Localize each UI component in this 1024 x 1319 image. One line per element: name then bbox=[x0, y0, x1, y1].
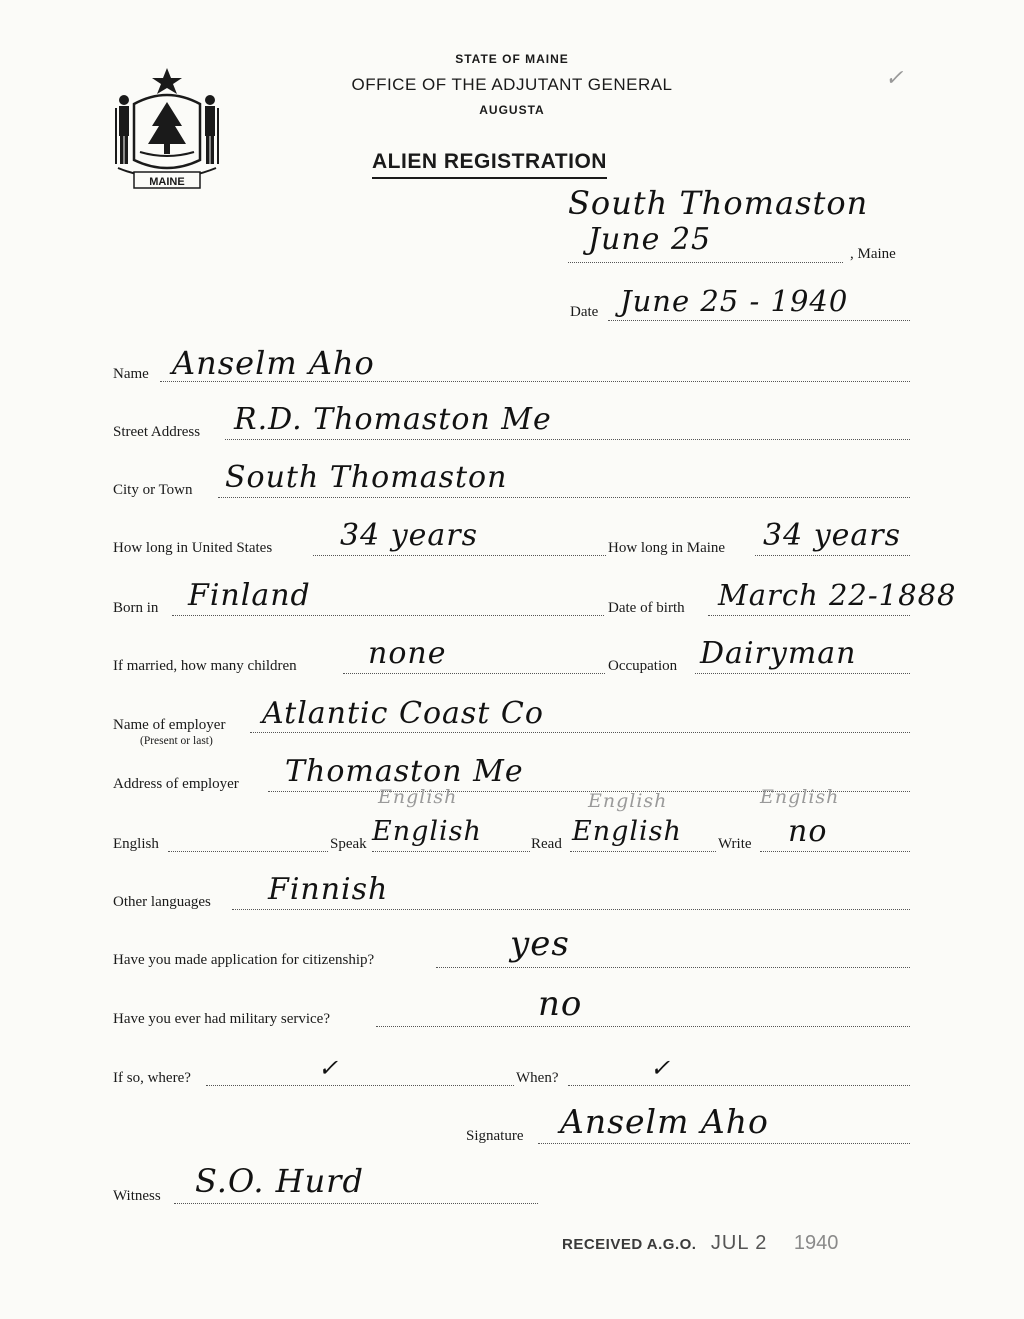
us-years-value: 34 years bbox=[340, 518, 479, 553]
occupation-value: Dairyman bbox=[700, 636, 857, 671]
born-value: Finland bbox=[188, 578, 311, 613]
name-value: Anselm Aho bbox=[172, 344, 375, 382]
signature-line bbox=[538, 1143, 910, 1144]
received-stamp-year: 1940 bbox=[793, 1232, 839, 1254]
maine-years-label: How long in Maine bbox=[608, 540, 726, 556]
when-label: When? bbox=[516, 1070, 559, 1086]
military-line bbox=[376, 1026, 910, 1027]
employer-address-label: Address of employer bbox=[113, 776, 239, 792]
us-years-label: How long in United States bbox=[113, 540, 273, 556]
birth-date-label: Date of birth bbox=[608, 600, 685, 616]
employer-sublabel: (Present or last) bbox=[140, 735, 213, 747]
name-line bbox=[160, 381, 910, 382]
military-label: Have you ever had military service? bbox=[113, 1011, 330, 1027]
street-line bbox=[225, 439, 910, 440]
read-label: Read bbox=[531, 836, 562, 852]
birth-date-value: March 22-1888 bbox=[718, 578, 957, 612]
witness-label: Witness bbox=[113, 1188, 161, 1204]
english-label: English bbox=[113, 836, 159, 852]
occupation-line bbox=[695, 673, 910, 674]
when-value: ✓ bbox=[650, 1054, 672, 1082]
maine-years-line bbox=[755, 555, 910, 556]
corner-check-mark: ✓ bbox=[885, 66, 905, 91]
citizenship-value: yes bbox=[510, 924, 570, 964]
maine-years-value: 34 years bbox=[763, 518, 902, 553]
received-stamp bbox=[562, 1232, 838, 1255]
state-label: , Maine bbox=[850, 246, 896, 262]
date-line bbox=[608, 320, 910, 321]
header-state: STATE OF MAINE bbox=[455, 52, 569, 66]
received-stamp-date: JUL 2 bbox=[710, 1232, 768, 1254]
write-line bbox=[760, 851, 910, 852]
other-languages-label: Other languages bbox=[113, 894, 211, 910]
where-value: ✓ bbox=[318, 1054, 340, 1082]
occupation-label: Occupation bbox=[608, 658, 678, 674]
name-label: Name bbox=[113, 366, 149, 382]
write-value: no bbox=[788, 814, 828, 849]
employer-line bbox=[250, 732, 910, 733]
place-date-handwritten: June 25 bbox=[588, 222, 712, 257]
military-value: no bbox=[538, 984, 583, 1024]
seal-text: MAINE bbox=[149, 176, 185, 188]
other-languages-line bbox=[232, 909, 910, 910]
witness-line bbox=[174, 1203, 538, 1204]
children-label: If married, how many children bbox=[113, 658, 297, 674]
employer-label: Name of employer bbox=[113, 717, 226, 733]
write-note: English bbox=[760, 786, 840, 808]
header-city: AUGUSTA bbox=[479, 103, 545, 117]
place-date-line bbox=[568, 262, 843, 263]
where-label: If so, where? bbox=[113, 1070, 191, 1086]
write-label: Write bbox=[718, 836, 752, 852]
read-line bbox=[570, 851, 716, 852]
speak-label: Speak bbox=[330, 836, 367, 852]
born-label: Born in bbox=[113, 600, 159, 616]
employer-address-value: Thomaston Me bbox=[285, 754, 524, 789]
born-line bbox=[172, 615, 604, 616]
city-label: City or Town bbox=[113, 482, 193, 498]
speak-note: English bbox=[378, 786, 458, 808]
city-line bbox=[218, 497, 910, 498]
read-value: English bbox=[572, 816, 682, 847]
read-note: English bbox=[588, 790, 668, 812]
street-label: Street Address bbox=[113, 424, 201, 440]
us-years-line bbox=[313, 555, 606, 556]
form-title: ALIEN REGISTRATION bbox=[372, 150, 607, 179]
header-office: OFFICE OF THE ADJUTANT GENERAL bbox=[351, 75, 673, 94]
date-value: June 25 - 1940 bbox=[620, 284, 849, 318]
maine-seal-icon bbox=[112, 64, 222, 194]
received-stamp-text: RECEIVED A.G.O. bbox=[562, 1236, 697, 1253]
children-line bbox=[343, 673, 605, 674]
town-handwritten: South Thomaston bbox=[568, 184, 869, 222]
citizenship-line bbox=[436, 967, 910, 968]
speak-line bbox=[372, 851, 530, 852]
other-languages-value: Finnish bbox=[268, 872, 389, 907]
children-value: none bbox=[368, 636, 447, 671]
english-line bbox=[168, 851, 328, 852]
signature-value: Anselm Aho bbox=[560, 1102, 769, 1141]
when-line bbox=[568, 1085, 910, 1086]
date-label: Date bbox=[570, 304, 599, 320]
speak-value: English bbox=[372, 816, 482, 847]
street-value: R.D. Thomaston Me bbox=[234, 402, 552, 437]
where-line bbox=[206, 1085, 514, 1086]
city-value: South Thomaston bbox=[225, 460, 508, 495]
employer-value: Atlantic Coast Co bbox=[262, 696, 544, 731]
birth-date-line bbox=[708, 615, 910, 616]
citizenship-label: Have you made application for citizenship? bbox=[113, 952, 375, 968]
signature-label: Signature bbox=[466, 1128, 524, 1144]
witness-value: S.O. Hurd bbox=[195, 1162, 364, 1200]
